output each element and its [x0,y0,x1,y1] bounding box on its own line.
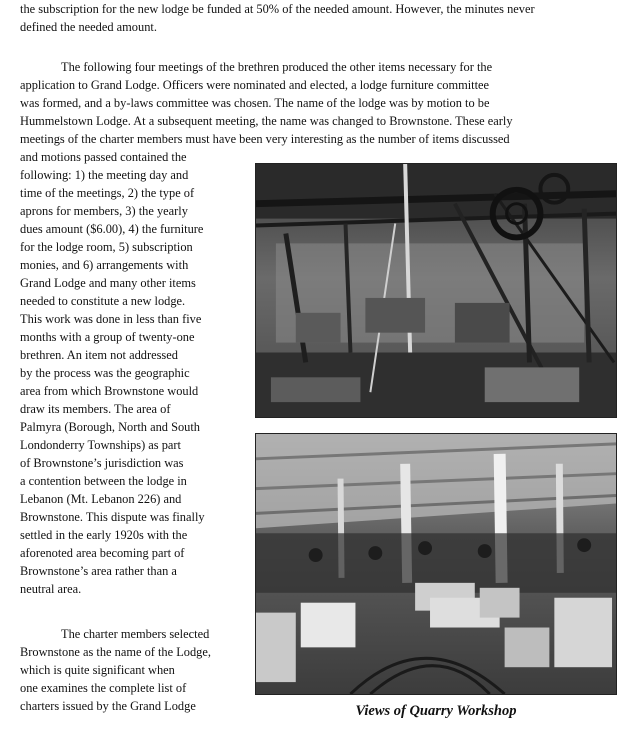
text-line: by the process was the geographic [20,366,190,380]
text-line: which is quite significant when [20,663,175,677]
text-line: one examines the complete list of [20,681,187,695]
text-line: charters issued by the Grand Lodge [20,699,196,713]
text-line: months with a group of twenty-one [20,330,195,344]
text-line: Brownstone’s area rather than a [20,564,177,578]
text-line: area from which Brownstone would [20,384,199,398]
quarry-workshop-illustration [256,434,616,694]
text-line: meetings of the charter members must have been very interesting as the number of items discussed [20,132,510,146]
text-line: aforenoted area becoming part of [20,546,185,560]
text-line: Brownstone. This dispute was finally [20,510,205,524]
text-line: This work was done in less than five [20,312,202,326]
text-line: of Brownstone’s jurisdiction was [20,456,184,470]
text-line: Hummelstown Lodge. At a subsequent meeting, the name was changed to Brownstone. These early [20,114,513,128]
text-line: needed to constitute a new lodge. [20,294,186,308]
text-line: The following four meetings of the brethren produced the other items necessary for the [61,60,493,74]
text-line: monies, and 6) arrangements with [20,258,189,272]
text-line: settled in the early 1920s with the [20,528,188,542]
text-line: draw its members. The area of [20,402,171,416]
text-line: was formed, and a by-laws committee was chosen. The name of the lodge was by motion to be [20,96,490,110]
text-line: Palmyra (Borough, North and South [20,420,200,434]
text-line: time of the meetings, 2) the type of [20,186,195,200]
text-line: defined the needed amount. [20,20,157,34]
text-line: Brownstone as the name of the Lodge, [20,645,211,659]
quarry-machinery-illustration [256,164,616,417]
text-line: a contention between the lodge in [20,474,187,488]
text-line: The charter members selected [61,627,210,641]
text-line: the subscription for the new lodge be funded at 50% of the needed amount. However, the minutes never [20,2,535,16]
text-line: aprons for members, 3) the yearly [20,204,188,218]
text-line: and motions passed contained the [20,150,187,164]
text-line: dues amount ($6.00), 4) the furniture [20,222,204,236]
text-line: following: 1) the meeting day and [20,168,189,182]
photo-caption: Views of Quarry Workshop [355,703,517,719]
text-line: for the lodge room, 5) subscription [20,240,193,254]
quarry-machinery-photo [255,163,617,418]
text-line: brethren. An item not addressed [20,348,178,362]
text-line: Lebanon (Mt. Lebanon 226) and [20,492,182,506]
quarry-workshop-photo [255,433,617,695]
text-line: application to Grand Lodge. Officers were nominated and elected, a lodge furniture committee [20,78,490,92]
text-line: Londonderry Townships) as part [20,438,181,452]
text-line: Grand Lodge and many other items [20,276,196,290]
text-line: neutral area. [20,582,82,596]
